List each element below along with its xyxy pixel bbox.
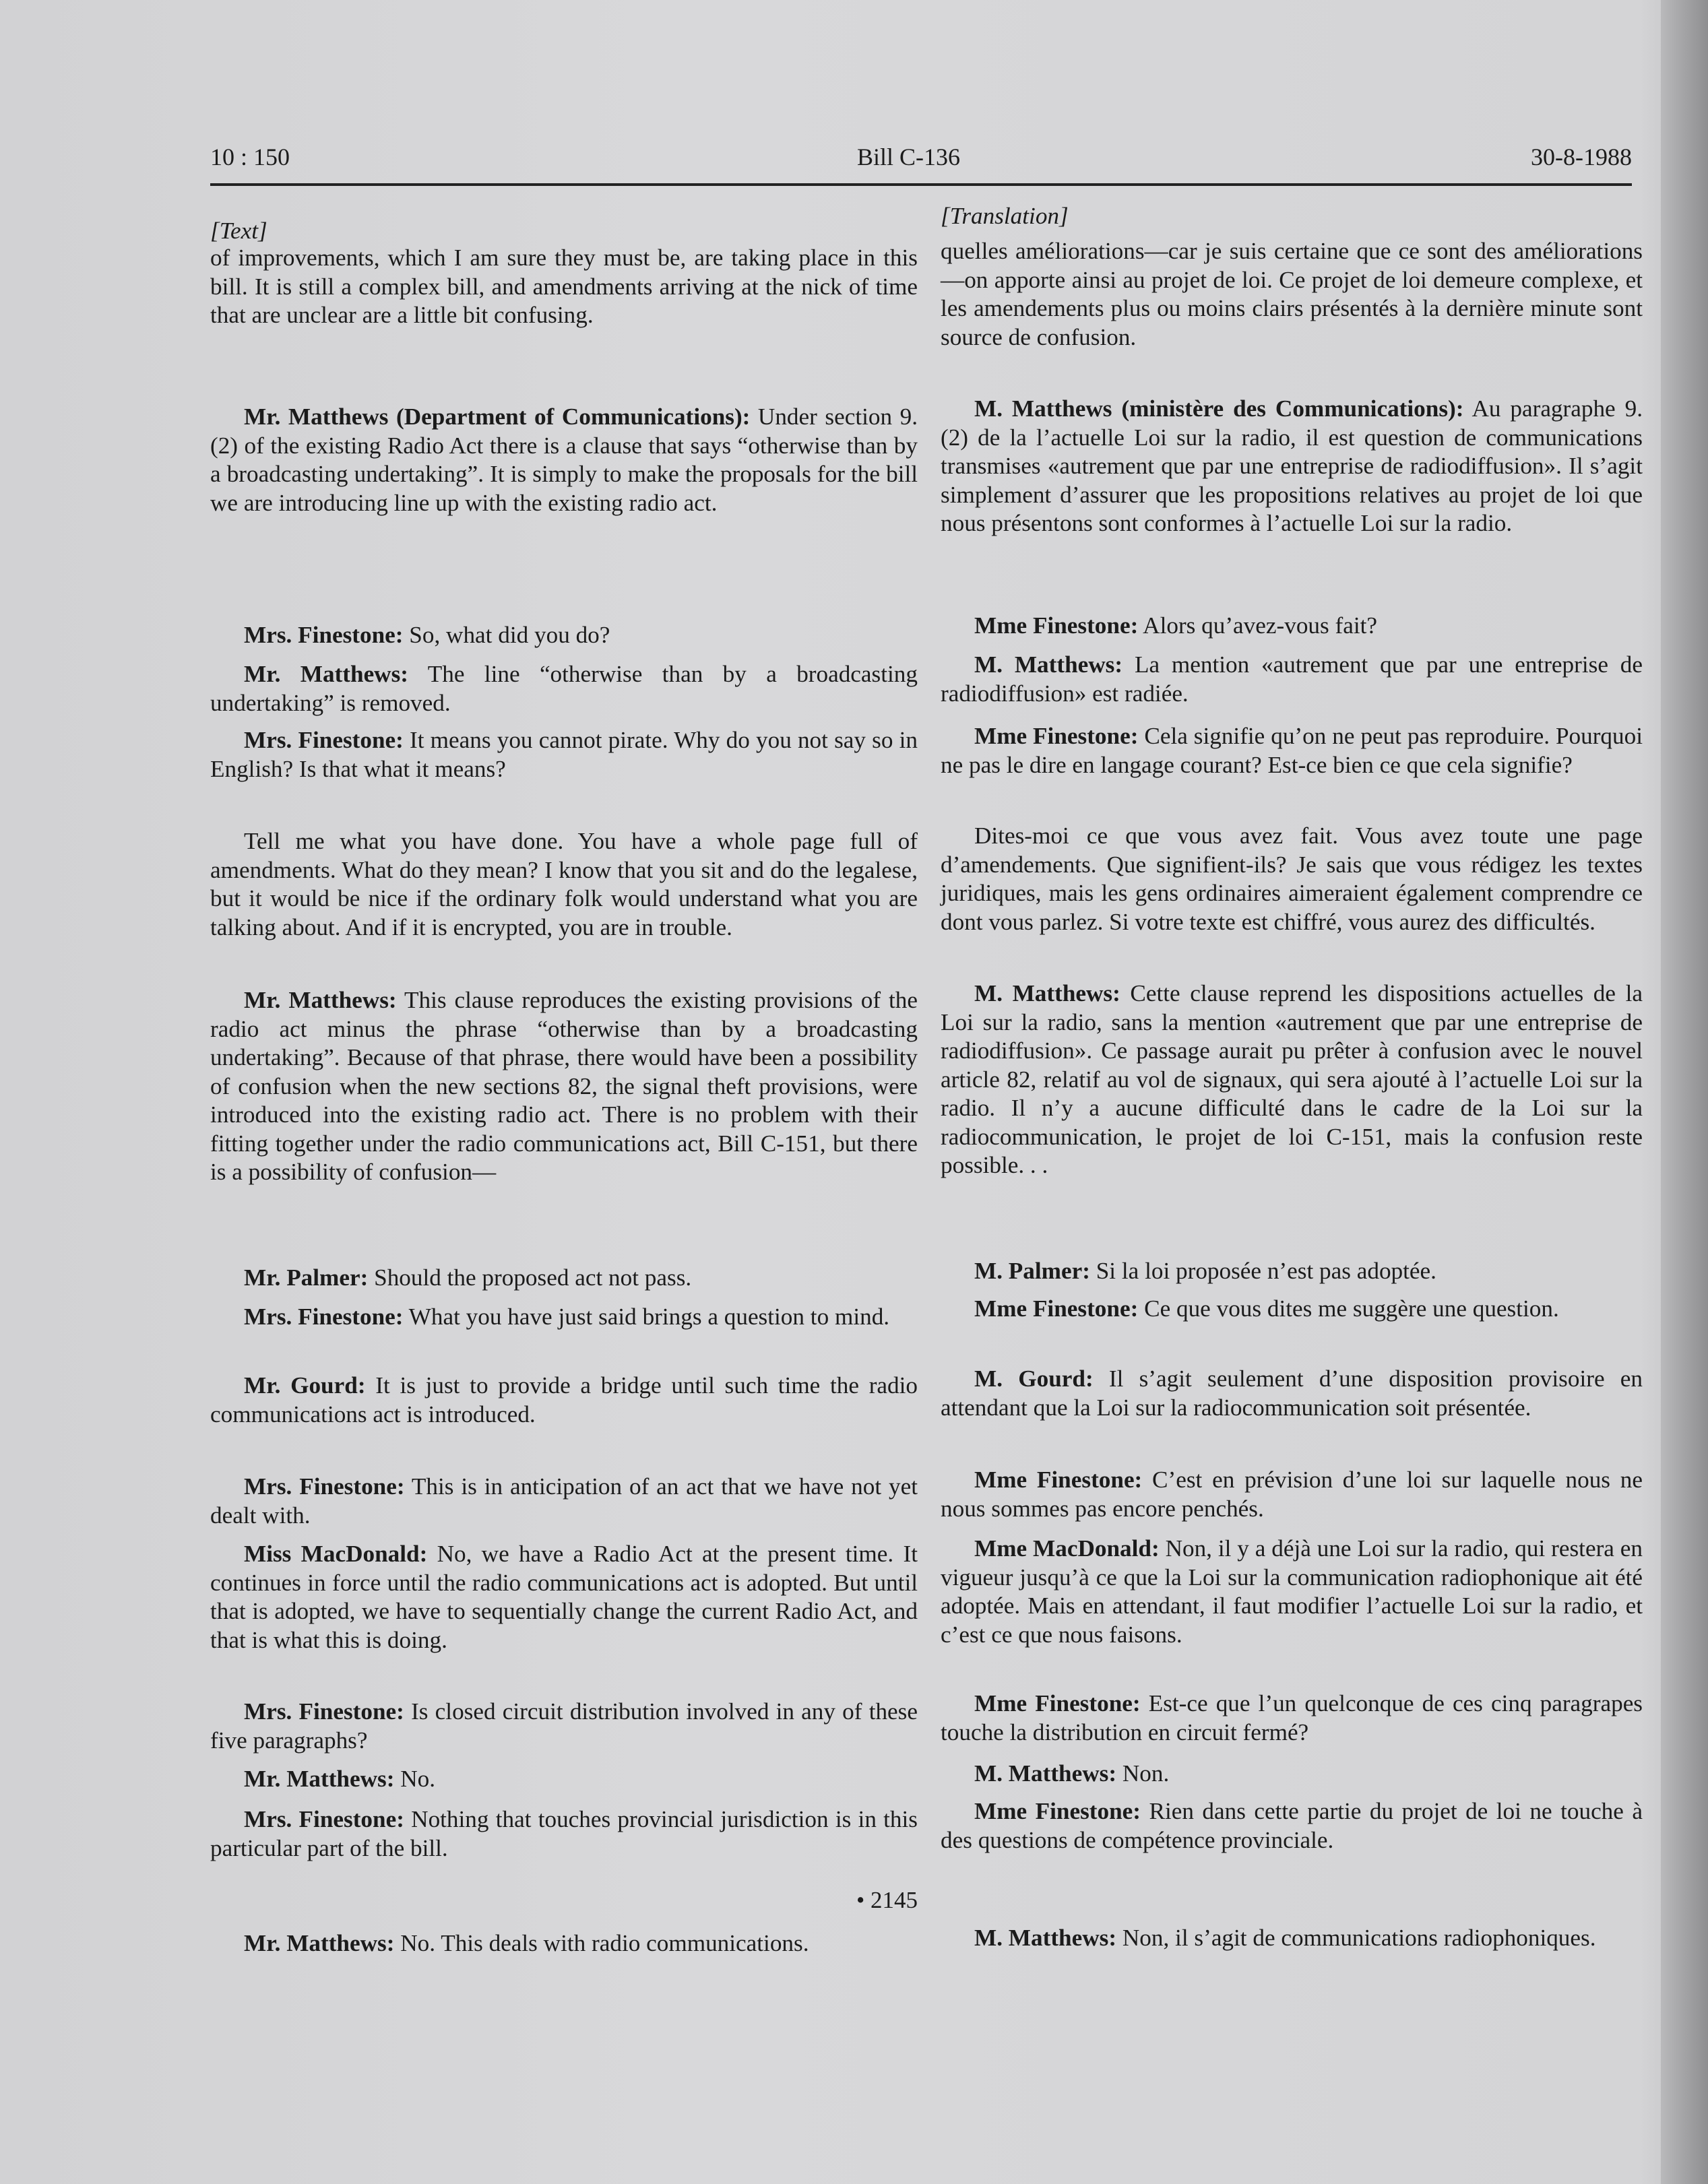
french-para-5: Dites-moi ce que vous avez fait. Vous avez toute une page d’amendements. Que signifient-ils? Je sais que vous rédigez les textes juridiques, mais les gens ordinaires aimeraient également comprendre ce dont vous parlez. Si votre texte est chiffré, vous aurez des difficultés.	[941, 823, 1643, 935]
speaker: Mme Finestone:	[974, 1798, 1141, 1824]
french-para-8: Mme Finestone: Ce que vous dites me suggère une question.	[974, 1295, 1559, 1322]
speaker: Mrs. Finestone:	[244, 1304, 404, 1330]
english-para-13: Mr. Matthews: No.	[244, 1766, 436, 1792]
speaker: Mme Finestone:	[974, 612, 1139, 639]
page-number: 10 : 150	[210, 143, 290, 170]
english-para-11: Miss MacDonald: No, we have a Radio Act at the present time. It continues in force until the radio communications act is adopted. But until that is adopted, we have to sequentially change the current Radio Act, and that is what this is doing.	[210, 1541, 918, 1653]
speaker: M. Matthews:	[974, 1925, 1117, 1951]
french-para-12: Mme Finestone: Est-ce que l’un quelconque de ces cinq paragrapes touche la distribution en circuit fermé?	[941, 1690, 1643, 1745]
french-para-15: M. Matthews: Non, il s’agit de communications radiophoniques.	[974, 1925, 1596, 1951]
english-para-9: Mr. Gourd: It is just to provide a bridge until such time the radio communications act is introduced.	[210, 1372, 918, 1427]
speaker: Mme MacDonald:	[974, 1535, 1160, 1562]
english-opening: of improvements, which I am sure they must be, are taking place in this bill. It is still a complex bill, and amendments arriving at the nick of time that are unclear are a little bit confusing.	[210, 245, 918, 328]
speaker: M. Matthews:	[974, 1760, 1117, 1787]
french-para-4: Mme Finestone: Cela signifie qu’on ne peut pas reproduire. Pourquoi ne pas le dire en langage courant? Est-ce bien ce que cela signifie?	[941, 723, 1643, 778]
english-para-14: Mrs. Finestone: Nothing that touches provincial jurisdiction is in this particular part of the bill.	[210, 1806, 918, 1861]
english-para-8: Mrs. Finestone: What you have just said brings a question to mind.	[244, 1304, 890, 1330]
time-marker: • 2145	[856, 1887, 918, 1913]
speaker: Mr. Gourd:	[244, 1372, 366, 1399]
speaker: Mme Finestone:	[974, 1467, 1143, 1493]
speaker: Mr. Matthews:	[244, 661, 409, 687]
speaker: Miss MacDonald:	[244, 1541, 428, 1567]
speaker: Mr. Matthews (Department of Communications):	[244, 404, 751, 430]
speaker: Mr. Matthews:	[244, 1930, 395, 1956]
french-para-11: Mme MacDonald: Non, il y a déjà une Loi sur la radio, qui restera en vigueur jusqu’à ce que la Loi sur la communication radiophonique ait été adoptée. Mais en attendant, il faut modifier l’actuelle Loi sur la radio, et c’est ce que nous faisons.	[941, 1535, 1643, 1648]
adjacent-page-edge	[1661, 0, 1708, 2184]
speaker: M. Matthews:	[974, 651, 1123, 678]
speaker: M. Palmer:	[974, 1258, 1090, 1284]
speaker: Mme Finestone:	[974, 1690, 1141, 1716]
french-para-10: Mme Finestone: C’est en prévision d’une loi sur laquelle nous ne nous sommes pas encore penchés.	[941, 1467, 1643, 1522]
english-para-3: Mr. Matthews: The line “otherwise than by a broadcasting undertaking” is removed.	[210, 661, 918, 716]
french-para-2: Mme Finestone: Alors qu’avez-vous fait?	[974, 612, 1378, 639]
speaker: Mr. Matthews:	[244, 987, 397, 1013]
french-para-1: M. Matthews (ministère des Communications): Au paragraphe 9.(2) de la l’actuelle Loi sur la radio, il est question de communications transmises «autrement que par une entreprise de radiodiffusion». Il s’agit simplement d’assurer que les propositions relatives au projet de loi que nous présentons sont conformes à l’actuelle Loi sur la radio.	[941, 395, 1643, 536]
english-para-10: Mrs. Finestone: This is in anticipation of an act that we have not yet dealt with.	[210, 1473, 918, 1529]
french-opening: quelles améliorations—car je suis certaine que ce sont des améliorations—on apporte ainsi au projet de loi. Ce projet de loi demeure complexe, et les amendements plus ou moins clairs présentés à la dernière minute sont source de confusion.	[941, 238, 1643, 350]
french-para-3: M. Matthews: La mention «autrement que par une entreprise de radiodiffusion» est radiée.	[941, 651, 1643, 707]
english-para-6: Mr. Matthews: This clause reproduces the existing provisions of the radio act minus the phrase “otherwise than by a broadcasting undertaking”. Because of that phrase, there would have been a possibility of confusion when the new sections 82, the signal theft provisions, were introduced into the existing radio act. There is no problem with their fitting together under the radio communications act, Bill C-151, but there is a possibility of confusion—	[210, 987, 918, 1185]
speaker: M. Matthews:	[974, 980, 1120, 1006]
english-para-7: Mr. Palmer: Should the proposed act not pass.	[244, 1264, 692, 1291]
speaker: M. Matthews (ministère des Communications):	[974, 395, 1464, 422]
speaker: Mr. Palmer:	[244, 1264, 369, 1291]
french-para-7: M. Palmer: Si la loi proposée n’est pas adoptée.	[974, 1258, 1436, 1284]
french-para-13: M. Matthews: Non.	[974, 1760, 1170, 1787]
speaker: Mrs. Finestone:	[244, 622, 404, 648]
speaker: Mrs. Finestone:	[244, 1806, 404, 1832]
header-rule	[210, 183, 1632, 186]
french-para-14: Mme Finestone: Rien dans cette partie du projet de loi ne touche à des questions de compétence provinciale.	[941, 1798, 1643, 1853]
speaker: Mrs. Finestone:	[244, 1473, 405, 1500]
section-label-translation: [Translation]	[941, 203, 1069, 229]
english-para-2: Mrs. Finestone: So, what did you do?	[244, 622, 610, 648]
french-para-9: M. Gourd: Il s’agit seulement d’une disposition provisoire en attendant que la Loi sur la radiocommunication soit présentée.	[941, 1366, 1643, 1421]
speaker: Mr. Matthews:	[244, 1766, 395, 1792]
speaker: Mme Finestone:	[974, 723, 1139, 749]
speaker: Mme Finestone:	[974, 1295, 1139, 1322]
speaker: Mrs. Finestone:	[244, 727, 404, 753]
english-para-12: Mrs. Finestone: Is closed circuit distribution involved in any of these five paragraphs?	[210, 1698, 918, 1754]
english-para-5: Tell me what you have done. You have a whole page full of amendments. What do they mean? I know that you sit and do the legalese, but it would be nice if the ordinary folk would understand what you are talking about. And if it is encrypted, you are in trouble.	[210, 828, 918, 940]
english-para-4: Mrs. Finestone: It means you cannot pirate. Why do you not say so in English? Is that what it means?	[210, 727, 918, 782]
english-para-1: Mr. Matthews (Department of Communications): Under section 9.(2) of the existing Radio Act there is a clause that says “otherwise than by a broadcasting undertaking”. It is simply to make the proposals for the bill we are introducing line up with the existing radio act.	[210, 404, 918, 516]
speaker: Mrs. Finestone:	[244, 1698, 404, 1725]
speaker: M. Gourd:	[974, 1366, 1094, 1392]
header-date: 30-8-1988	[1531, 143, 1632, 170]
french-para-6: M. Matthews: Cette clause reprend les dispositions actuelles de la Loi sur la radio, sans la mention «autrement que par une entreprise de radiodiffusion». Ce passage aurait pu prêter à confusion avec le nouvel article 82, relatif au vol de signaux, qui sera ajouté à l’actuelle Loi sur la radio. Il n’y a aucune difficulté dans le cadre de la Loi sur la radiocommunication, le projet de loi C-151, mais la confusion reste possible. . .	[941, 980, 1643, 1178]
english-para-15: Mr. Matthews: No. This deals with radio communications.	[244, 1930, 809, 1956]
section-label-text: [Text]	[210, 218, 267, 244]
bill-title: Bill C-136	[857, 143, 961, 170]
